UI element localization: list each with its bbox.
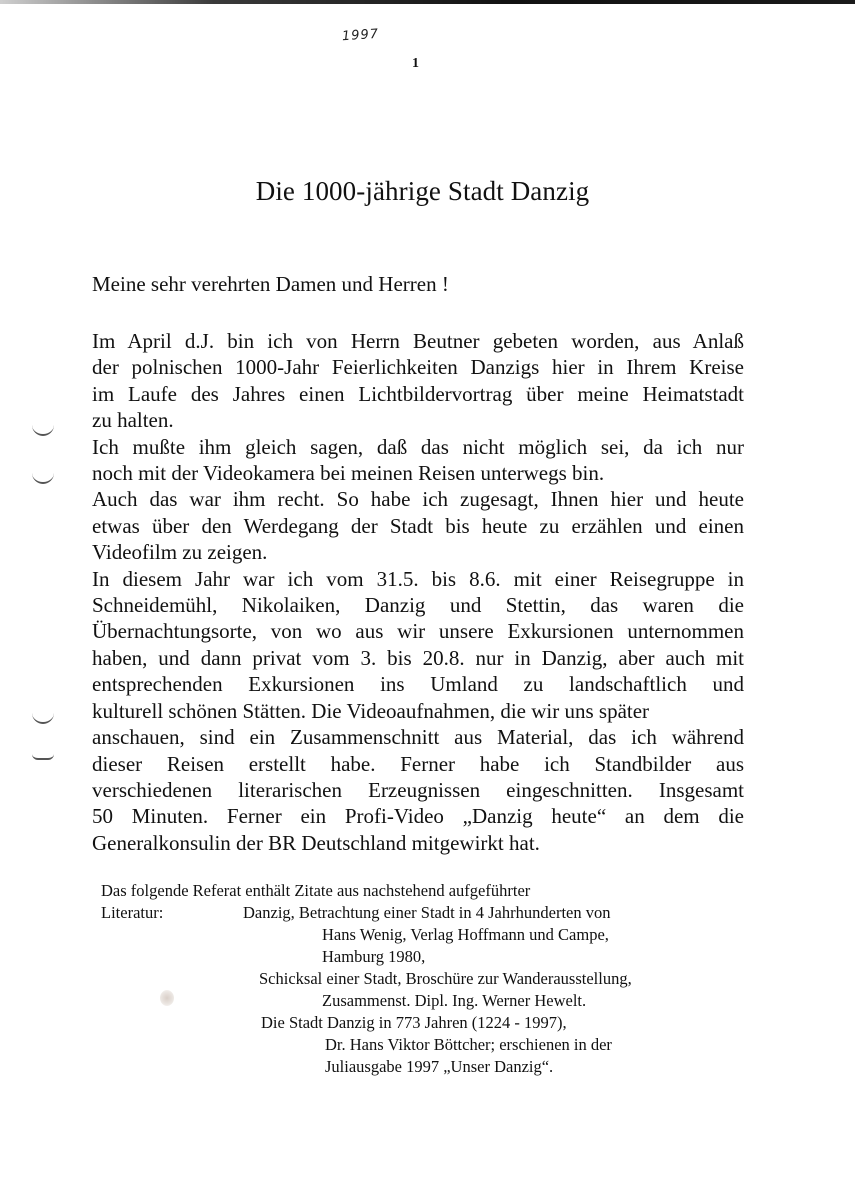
body-line: der polnischen 1000-Jahr Feierlichkeiten Danzigs hier in Ihrem Kreise [92,355,744,380]
body-line: Im April d.J. bin ich von Herrn Beutner gebeten worden, aus Anlaß [92,329,744,353]
reference-row [101,924,721,946]
reference-row [101,1012,721,1034]
reference-row [101,1034,721,1056]
body-line: kulturell schönen Stätten. Die Videoaufnahmen, die wir uns später [92,698,650,723]
body-line: 50 Minuten. Ferner ein Profi-Video „Danzig heute“ an dem die [92,804,744,829]
reference-row [101,902,721,924]
references-section [101,880,721,1078]
references-intro: Das folgende Referat enthält Zitate aus nachstehend aufgeführter [101,881,531,900]
body-line: Schneidemühl, Nikolaiken, Danzig und Stettin, das waren die [92,593,744,618]
reference-row [101,946,721,968]
reference-line: Hans Wenig, Verlag Hoffmann und Campe, [322,925,609,944]
paper-stain [160,990,174,1006]
punch-hole-mark [32,472,54,484]
reference-line: Schicksal einer Stadt, Broschüre zur Wanderausstellung, [259,969,632,988]
reference-row [101,1056,721,1078]
reference-line: Danzig, Betrachtung einer Stadt in 4 Jahrhunderten von [243,903,611,922]
punch-hole-mark [32,712,54,724]
body-line: In diesem Jahr war ich vom 31.5. bis 8.6. mit einer Reisegruppe in [92,566,744,591]
body-line: Generalkonsulin der BR Deutschland mitgewirkt hat. [92,830,540,855]
reference-line: Hamburg 1980, [322,947,426,966]
body-line: Auch das war ihm recht. So habe ich zugesagt, Ihnen hier und heute [92,487,744,512]
salutation: Meine sehr verehrten Damen und Herren ! [92,272,449,296]
reference-line: Dr. Hans Viktor Böttcher; erschienen in der [325,1035,612,1054]
scan-edge-shadow [0,0,855,4]
body-line: Übernachtungsorte, von wo aus wir unsere Exkursionen unternommen [92,619,744,644]
reference-line: Zusammenst. Dipl. Ing. Werner Hewelt. [322,991,587,1010]
body-line: noch mit der Videokamera bei meinen Reisen unterwegs bin. [92,461,605,486]
punch-hole-mark [32,754,54,760]
body-line: anschauen, sind ein Zusammenschnitt aus Material, das ich während [92,725,744,750]
body-line: im Laufe des Jahres einen Lichtbildervortrag über meine Heimatstadt [92,381,744,406]
punch-hole-mark [32,424,54,436]
body-line: entsprechenden Exkursionen ins Umland zu landschaftlich und [92,672,744,697]
body-line: Videofilm zu zeigen. [92,540,268,565]
reference-line: Juliausgabe 1997 „Unser Danzig“. [325,1057,554,1076]
page-number: 1 [412,56,419,71]
body-line: Ich mußte ihm gleich sagen, daß das nicht möglich sei, da ich nur [92,434,744,459]
handwritten-year-note: 1997 [341,26,380,45]
reference-row [101,968,721,990]
body-line: etwas über den Werdegang der Stadt bis heute zu erzählen und einen [92,513,744,538]
body-line: verschiedenen literarischen Erzeugnissen eingeschnitten. Insgesamt [92,777,744,802]
references-label: Literatur: [101,903,164,922]
document-title: Die 1000-jährige Stadt Danzig [255,176,590,206]
body-line: zu halten. [92,408,174,433]
body-paragraphs [92,328,744,856]
reference-row [101,990,721,1012]
body-line: dieser Reisen erstellt habe. Ferner habe ich Standbilder aus [92,751,744,776]
reference-line: Die Stadt Danzig in 773 Jahren (1224 - 1997), [261,1013,567,1032]
body-line: haben, und dann privat vom 3. bis 20.8. nur in Danzig, aber auch mit [92,645,744,670]
